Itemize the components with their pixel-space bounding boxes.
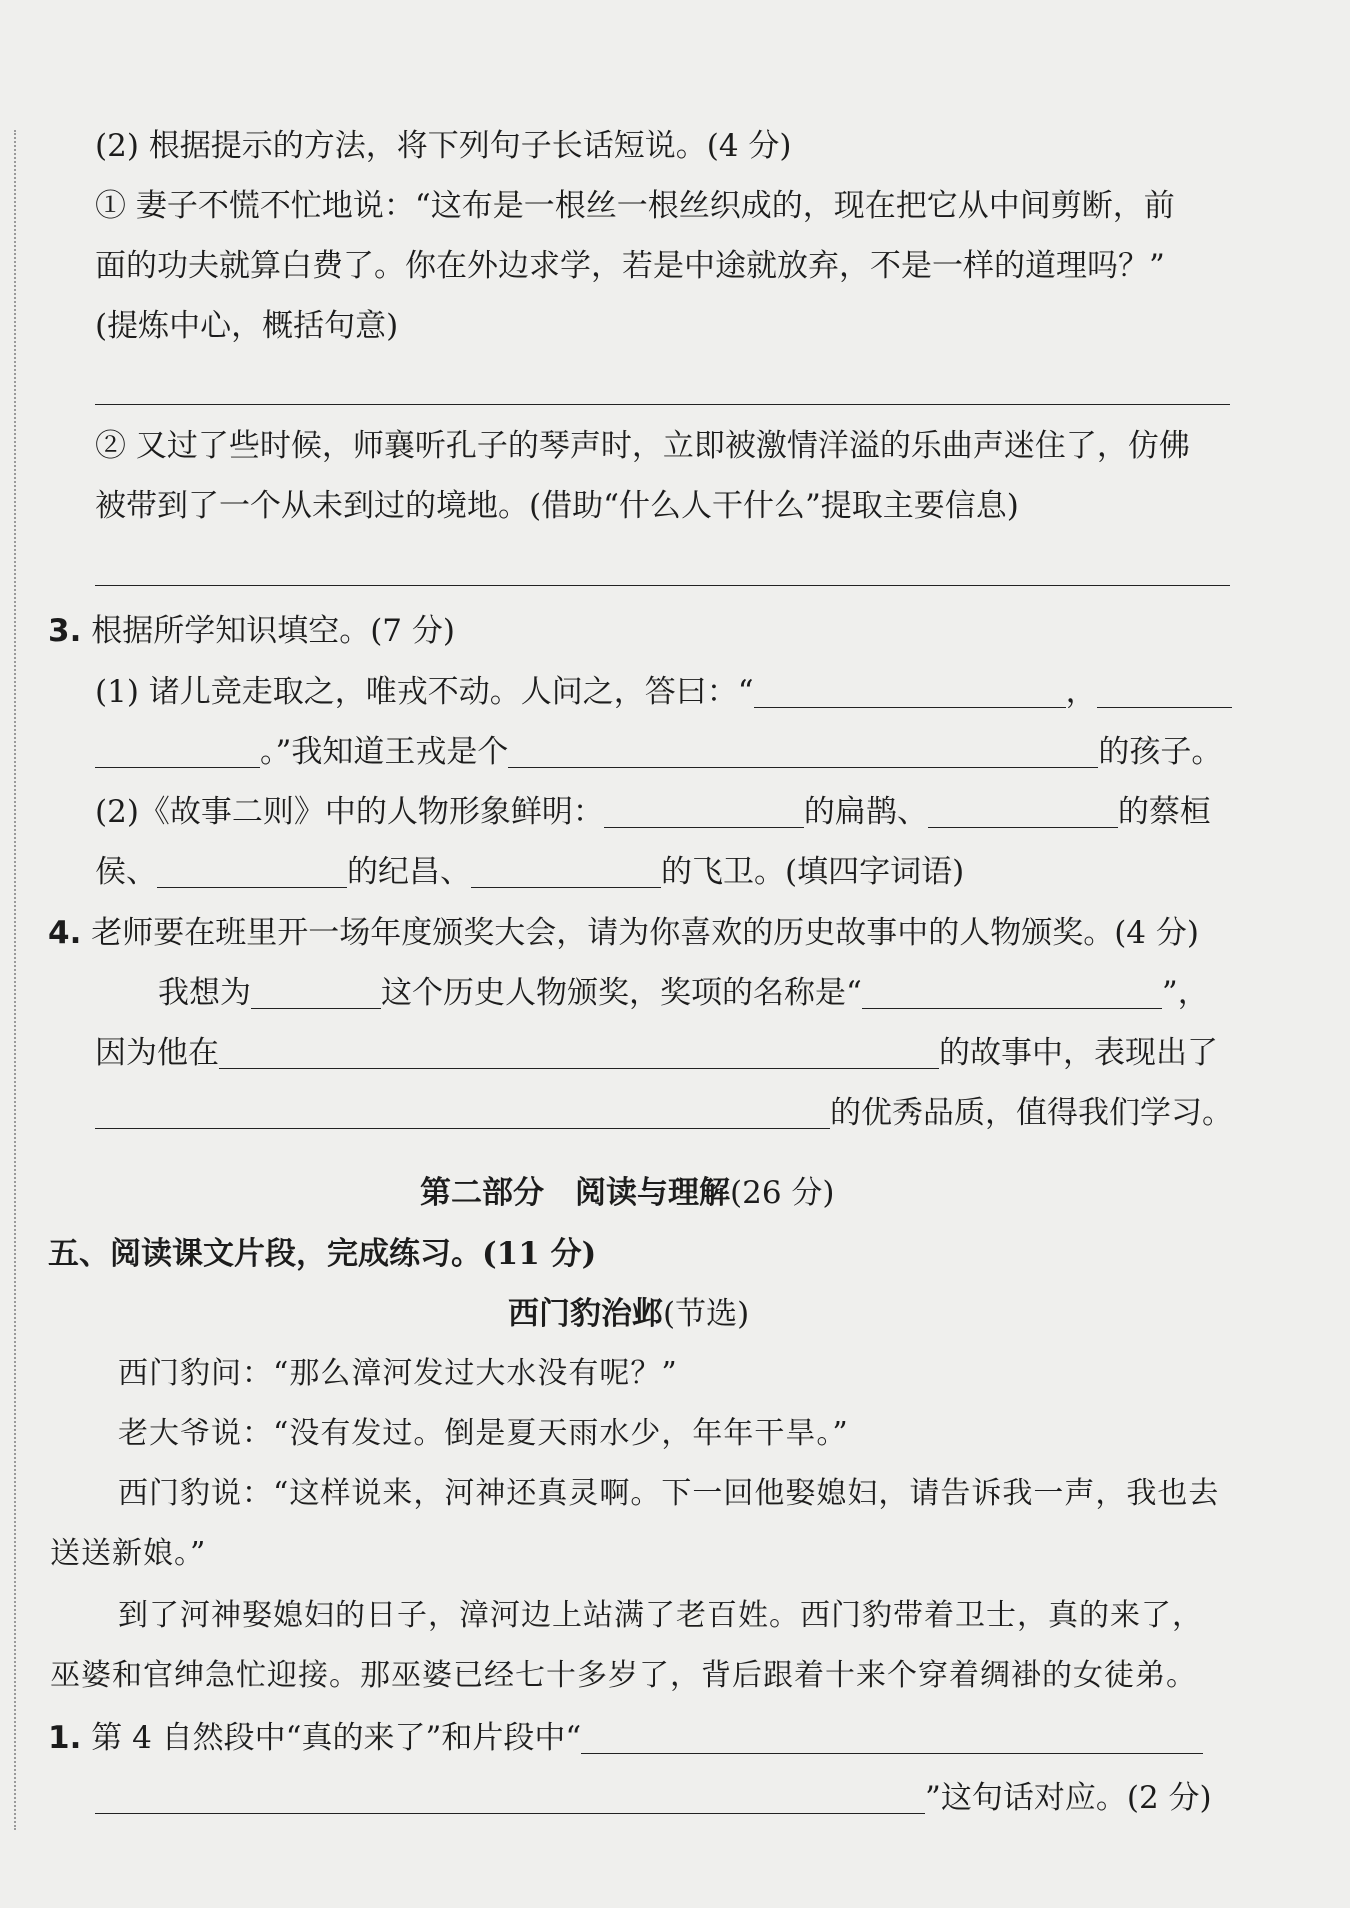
section5-title: 五、阅读课文片段，完成练习。(11 分) [48, 1236, 597, 1272]
s5-q1-row [48, 1718, 1203, 1758]
passage-p4-line2: 巫婆和官绅急忙迎接。那巫婆已经七十多岁了，背后跟着十来个穿着绸褂的女徒弟。 [50, 1658, 1197, 1693]
blank-s5-q1-b[interactable] [95, 1783, 925, 1814]
q4-row [48, 913, 1199, 953]
part2-heading-score: (26 分) [730, 1175, 835, 1211]
q2-2-sentence1-line2: 面的功夫就算白费了。你在外边求学，若是中途就放弃，不是一样的道理吗？” [95, 248, 1165, 284]
q3-line4-text-b: 的纪昌、 [347, 854, 471, 890]
q2-2-stem: (2) 根据提示的方法，将下列句子长话短说。(4 分) [95, 128, 792, 164]
blank-q3-2[interactable] [1097, 677, 1232, 708]
passage-p1: 西门豹问：“那么漳河发过大水没有呢？” [118, 1356, 678, 1391]
q3-line4 [95, 852, 964, 892]
q3-number: 3. [48, 613, 82, 649]
q3-line2 [95, 732, 1222, 772]
passage-subtitle: (节选) [663, 1296, 750, 1332]
blank-q3-6[interactable] [157, 857, 347, 888]
part2-heading-title: 第二部分 阅读与理解 [420, 1175, 730, 1211]
q2-2-sentence1-hint: (提炼中心，概括句意) [95, 308, 399, 344]
q4-line1-text-c: ”， [1161, 975, 1209, 1011]
passage-title: 西门豹治邺 [508, 1296, 663, 1332]
binding-margin-line [14, 130, 16, 1830]
blank-q3-1[interactable] [754, 677, 1066, 708]
q4-line2-text-a: 因为他在 [95, 1035, 219, 1071]
q4-line2 [95, 1033, 1218, 1073]
q4-stem: 老师要在班里开一场年度颁奖大会，请为你喜欢的历史故事中的人物颁奖。(4 分) [91, 915, 1199, 951]
passage-p3-line1: 西门豹说：“这样说来，河神还真灵啊。下一回他娶媳妇，请告诉我一声，我也去 [118, 1476, 1220, 1511]
q3-line3-text-a: (2)《故事二则》中的人物形象鲜明： [95, 794, 604, 830]
q3-line1-text-b: ， [1065, 674, 1097, 710]
q3-line2-text-a: 。”我知道王戎是个 [260, 734, 509, 770]
q4-line1-text-a: 我想为 [158, 975, 251, 1011]
blank-q3-7[interactable] [471, 857, 661, 888]
blank-q3-4[interactable] [604, 797, 804, 828]
q3-line3-text-b: 的扁鹊、 [803, 794, 928, 830]
q2-2-sentence2-line1: ② 又过了些时候，师襄听孔子的琴声时，立即被激情洋溢的乐曲声迷住了，仿佛 [95, 428, 1190, 464]
q3-line2-text-b: 的孩子。 [1098, 734, 1223, 770]
q4-line3 [95, 1093, 1233, 1133]
q3-stem: 根据所学知识填空。(7 分) [91, 613, 455, 649]
q4-line2-text-b: 的故事中，表现出了 [939, 1035, 1218, 1071]
q3-line4-text-c: 的飞卫。(填四字词语) [661, 854, 965, 890]
q3-line1 [95, 672, 1232, 712]
s5-q1-text-b: ”这句话对应。(2 分) [925, 1780, 1212, 1816]
blank-q4-quality[interactable] [95, 1098, 830, 1129]
answer-line-q2-2-2[interactable] [95, 585, 1230, 586]
passage-p4-line1: 到了河神娶媳妇的日子，漳河边上站满了老百姓。西门豹带着卫士，真的来了， [118, 1598, 1203, 1633]
q3-line4-text-a: 侯、 [95, 854, 157, 890]
blank-q3-2-cont[interactable] [95, 737, 260, 768]
s5-q1-line2 [95, 1778, 1212, 1818]
q4-line3-text-a: 的优秀品质，值得我们学习。 [830, 1095, 1233, 1131]
q4-number: 4. [48, 915, 82, 951]
q3-line3-text-c: 的蔡桓 [1117, 794, 1211, 830]
blank-q3-5[interactable] [928, 797, 1118, 828]
q4-line1-text-b: 这个历史人物颁奖，奖项的名称是“ [381, 975, 862, 1011]
passage-p2: 老大爷说：“没有发过。倒是夏天雨水少，年年干旱。” [118, 1416, 849, 1451]
q2-2-sentence1-line1: ① 妻子不慌不忙地说：“这布是一根丝一根丝织成的，现在把它从中间剪断，前 [95, 188, 1175, 224]
blank-q4-name[interactable] [251, 978, 381, 1009]
q3-line1-text-a: (1) 诸儿竞走取之，唯戎不动。人问之，答曰：“ [95, 674, 754, 710]
passage-title-row [508, 1294, 749, 1334]
q3-row [48, 611, 455, 651]
q2-2-sentence2-line2: 被带到了一个从未到过的境地。(借助“什么人干什么”提取主要信息) [95, 488, 1019, 524]
passage-p3-line2: 送送新娘。” [50, 1536, 207, 1571]
blank-s5-q1-a[interactable] [581, 1723, 1203, 1754]
s5-q1-text-a: 第 4 自然段中“真的来了”和片段中“ [91, 1720, 582, 1756]
q3-line3 [95, 792, 1211, 832]
part2-heading [420, 1173, 835, 1213]
q4-line1 [158, 973, 1209, 1013]
blank-q4-award[interactable] [862, 978, 1162, 1009]
blank-q3-3[interactable] [508, 737, 1098, 768]
blank-q4-story[interactable] [219, 1038, 939, 1069]
answer-line-q2-2-1[interactable] [95, 404, 1230, 405]
s5-q1-number: 1. [48, 1720, 82, 1756]
